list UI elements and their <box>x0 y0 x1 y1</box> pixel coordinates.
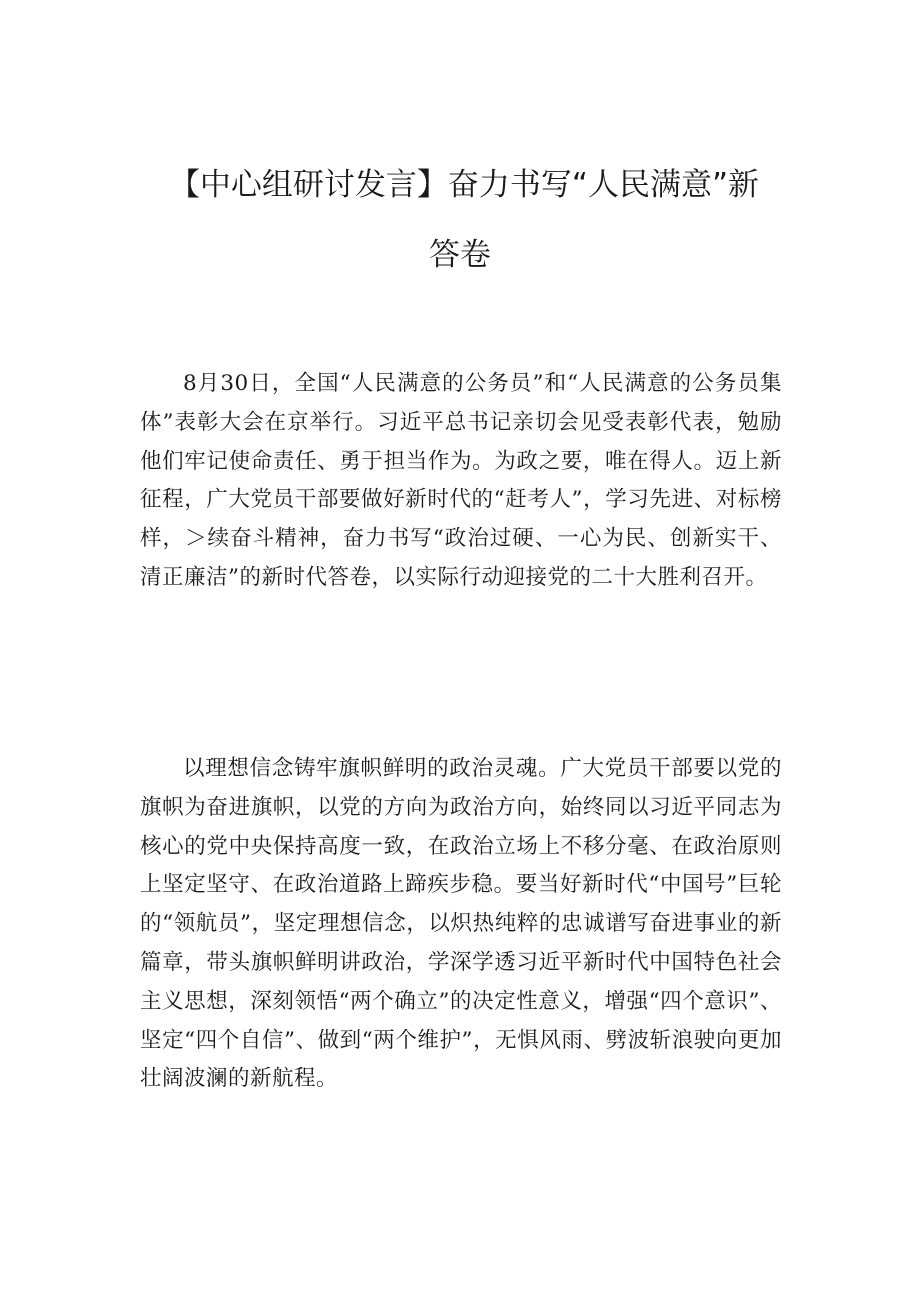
body-paragraph-1: 8月30日，全国“人民满意的公务员”和“人民满意的公务员集体”表彰大会在京举行。习近平总书记亲切会见受表彰代表，勉励他们牢记使命责任、勇于担当作为。为政之要，唯在得人。迈上新征程，广大党员干部要做好新时代的“赶考人”，学习先进、对标榜样，＞续奋斗精神，奋力书写“政治过硬、一心为民、创新实干、清正廉洁”的新时代答卷，以实际行动迎接党的二十大胜利召开。 <box>140 371 782 590</box>
title-line-2: 答卷 <box>429 237 491 273</box>
body-paragraph-2: 以理想信念铸牢旗帜鲜明的政治灵魂。广大党员干部要以党的旗帜为奋进旗帜，以党的方向为政治方向，始终同以习近平同志为核心的党中央保持高度一致，在政治立场上不移分毫、在政治原则上坚定坚守、在政治道路上蹄疾步稳。要当好新时代“中国号”巨轮的“领航员”，坚定理想信念，以炽热纯粹的忠诚谱写奋进事业的新篇章，带头旗帜鲜明讲政治，学深学透习近平新时代中国特色社会主义思想，深刻领悟“两个确立”的决定性意义，增强“四个意识”、坚定“四个自信”、做到“两个维护”，无惧风雨、劈波斩浪驶向更加壮阔波澜的新航程。 <box>140 756 782 1092</box>
title-line-1: 【中心组研讨发言】奋力书写“人民满意”新 <box>168 167 760 203</box>
document-title <box>0 150 920 290</box>
